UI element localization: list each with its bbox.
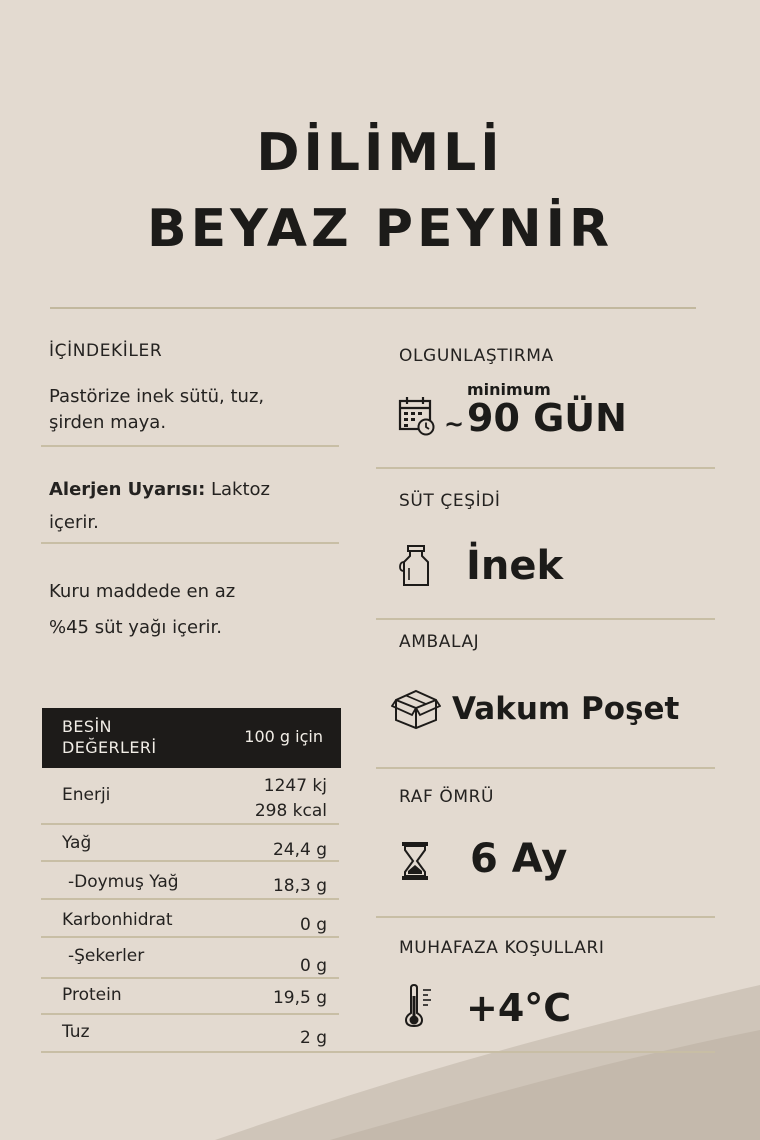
hourglass-icon	[401, 841, 429, 881]
nutrition-row-name: Yağ	[62, 833, 92, 853]
ingredients-text-line1: Pastörize inek sütü, tuz,	[49, 386, 265, 407]
milk-label: SÜT ÇEŞİDİ	[399, 491, 501, 511]
table-row-divider	[41, 898, 339, 900]
allergen-warning	[49, 474, 270, 505]
milk-value: İnek	[466, 543, 564, 589]
nutrition-row-value: 0 g	[299, 915, 327, 935]
nutrition-header-title	[62, 716, 157, 758]
packaging-label: AMBALAJ	[399, 632, 480, 652]
ingredients-text-line2: şirden maya.	[49, 412, 167, 433]
nutrition-header-per: 100 g için	[244, 727, 323, 746]
storage-label: MUHAFAZA KOŞULLARI	[399, 938, 605, 958]
nutrition-header-line2: DEĞERLERİ	[62, 738, 157, 757]
nutrition-row-value2: 298 kcal	[254, 801, 327, 821]
nutrition-row-value: 1247 kj	[263, 776, 327, 796]
divider	[376, 767, 715, 769]
table-row-divider	[41, 860, 339, 862]
product-title-line2: BEYAZ PEYNİR	[146, 199, 614, 259]
fat-note-line1: Kuru maddede en az	[49, 581, 236, 602]
product-title-line1: DİLİMLİ	[256, 123, 504, 183]
divider	[376, 916, 715, 918]
nutrition-row-name: Tuz	[62, 1022, 90, 1042]
calendar-clock-icon	[398, 396, 436, 436]
table-row-divider	[41, 936, 339, 938]
nutrition-row-value: 24,4 g	[272, 840, 327, 860]
nutrition-row-value: 2 g	[299, 1028, 327, 1048]
bottom-divider	[41, 1051, 715, 1053]
storage-value: +4°C	[466, 986, 572, 1030]
nutrition-row-value: 0 g	[299, 956, 327, 976]
nutrition-row-value: 19,5 g	[272, 988, 327, 1008]
thermometer-icon	[403, 984, 437, 1028]
box-icon	[391, 688, 441, 730]
allergen-text-line2: içerir.	[49, 512, 99, 533]
shelf-life-value: 6 Ay	[470, 836, 568, 882]
title-divider	[50, 307, 696, 309]
divider	[376, 618, 715, 620]
divider	[41, 445, 339, 447]
fat-note-line2: %45 süt yağı içerir.	[49, 617, 222, 638]
milk-can-icon	[398, 544, 434, 588]
nutrition-header	[42, 708, 341, 768]
table-row-divider	[41, 977, 339, 979]
ripening-value: 90 GÜN	[467, 396, 627, 440]
divider	[41, 542, 339, 544]
nutrition-header-line1: BESİN	[62, 717, 112, 736]
table-row-divider	[41, 1013, 339, 1015]
ripening-prefix: minimum	[467, 380, 551, 399]
nutrition-row-value: 18,3 g	[272, 876, 327, 896]
nutrition-row-name: Enerji	[62, 785, 111, 805]
allergen-label: Alerjen Uyarısı:	[49, 479, 206, 500]
ripening-tilde: ~	[444, 410, 465, 438]
shelf-life-label: RAF ÖMRÜ	[399, 787, 495, 807]
packaging-value: Vakum Poşet	[452, 691, 680, 727]
nutrition-row-name: -Doymuş Yağ	[68, 872, 179, 892]
nutrition-row-name: Karbonhidrat	[62, 910, 173, 930]
divider	[376, 467, 715, 469]
nutrition-row-name: Protein	[62, 985, 122, 1005]
allergen-text: Laktoz	[205, 479, 271, 500]
table-row-divider	[41, 823, 339, 825]
nutrition-row-name: -Şekerler	[68, 946, 145, 966]
ingredients-heading: İÇİNDEKİLER	[49, 341, 163, 361]
ripening-label: OLGUNLAŞTIRMA	[399, 346, 554, 366]
